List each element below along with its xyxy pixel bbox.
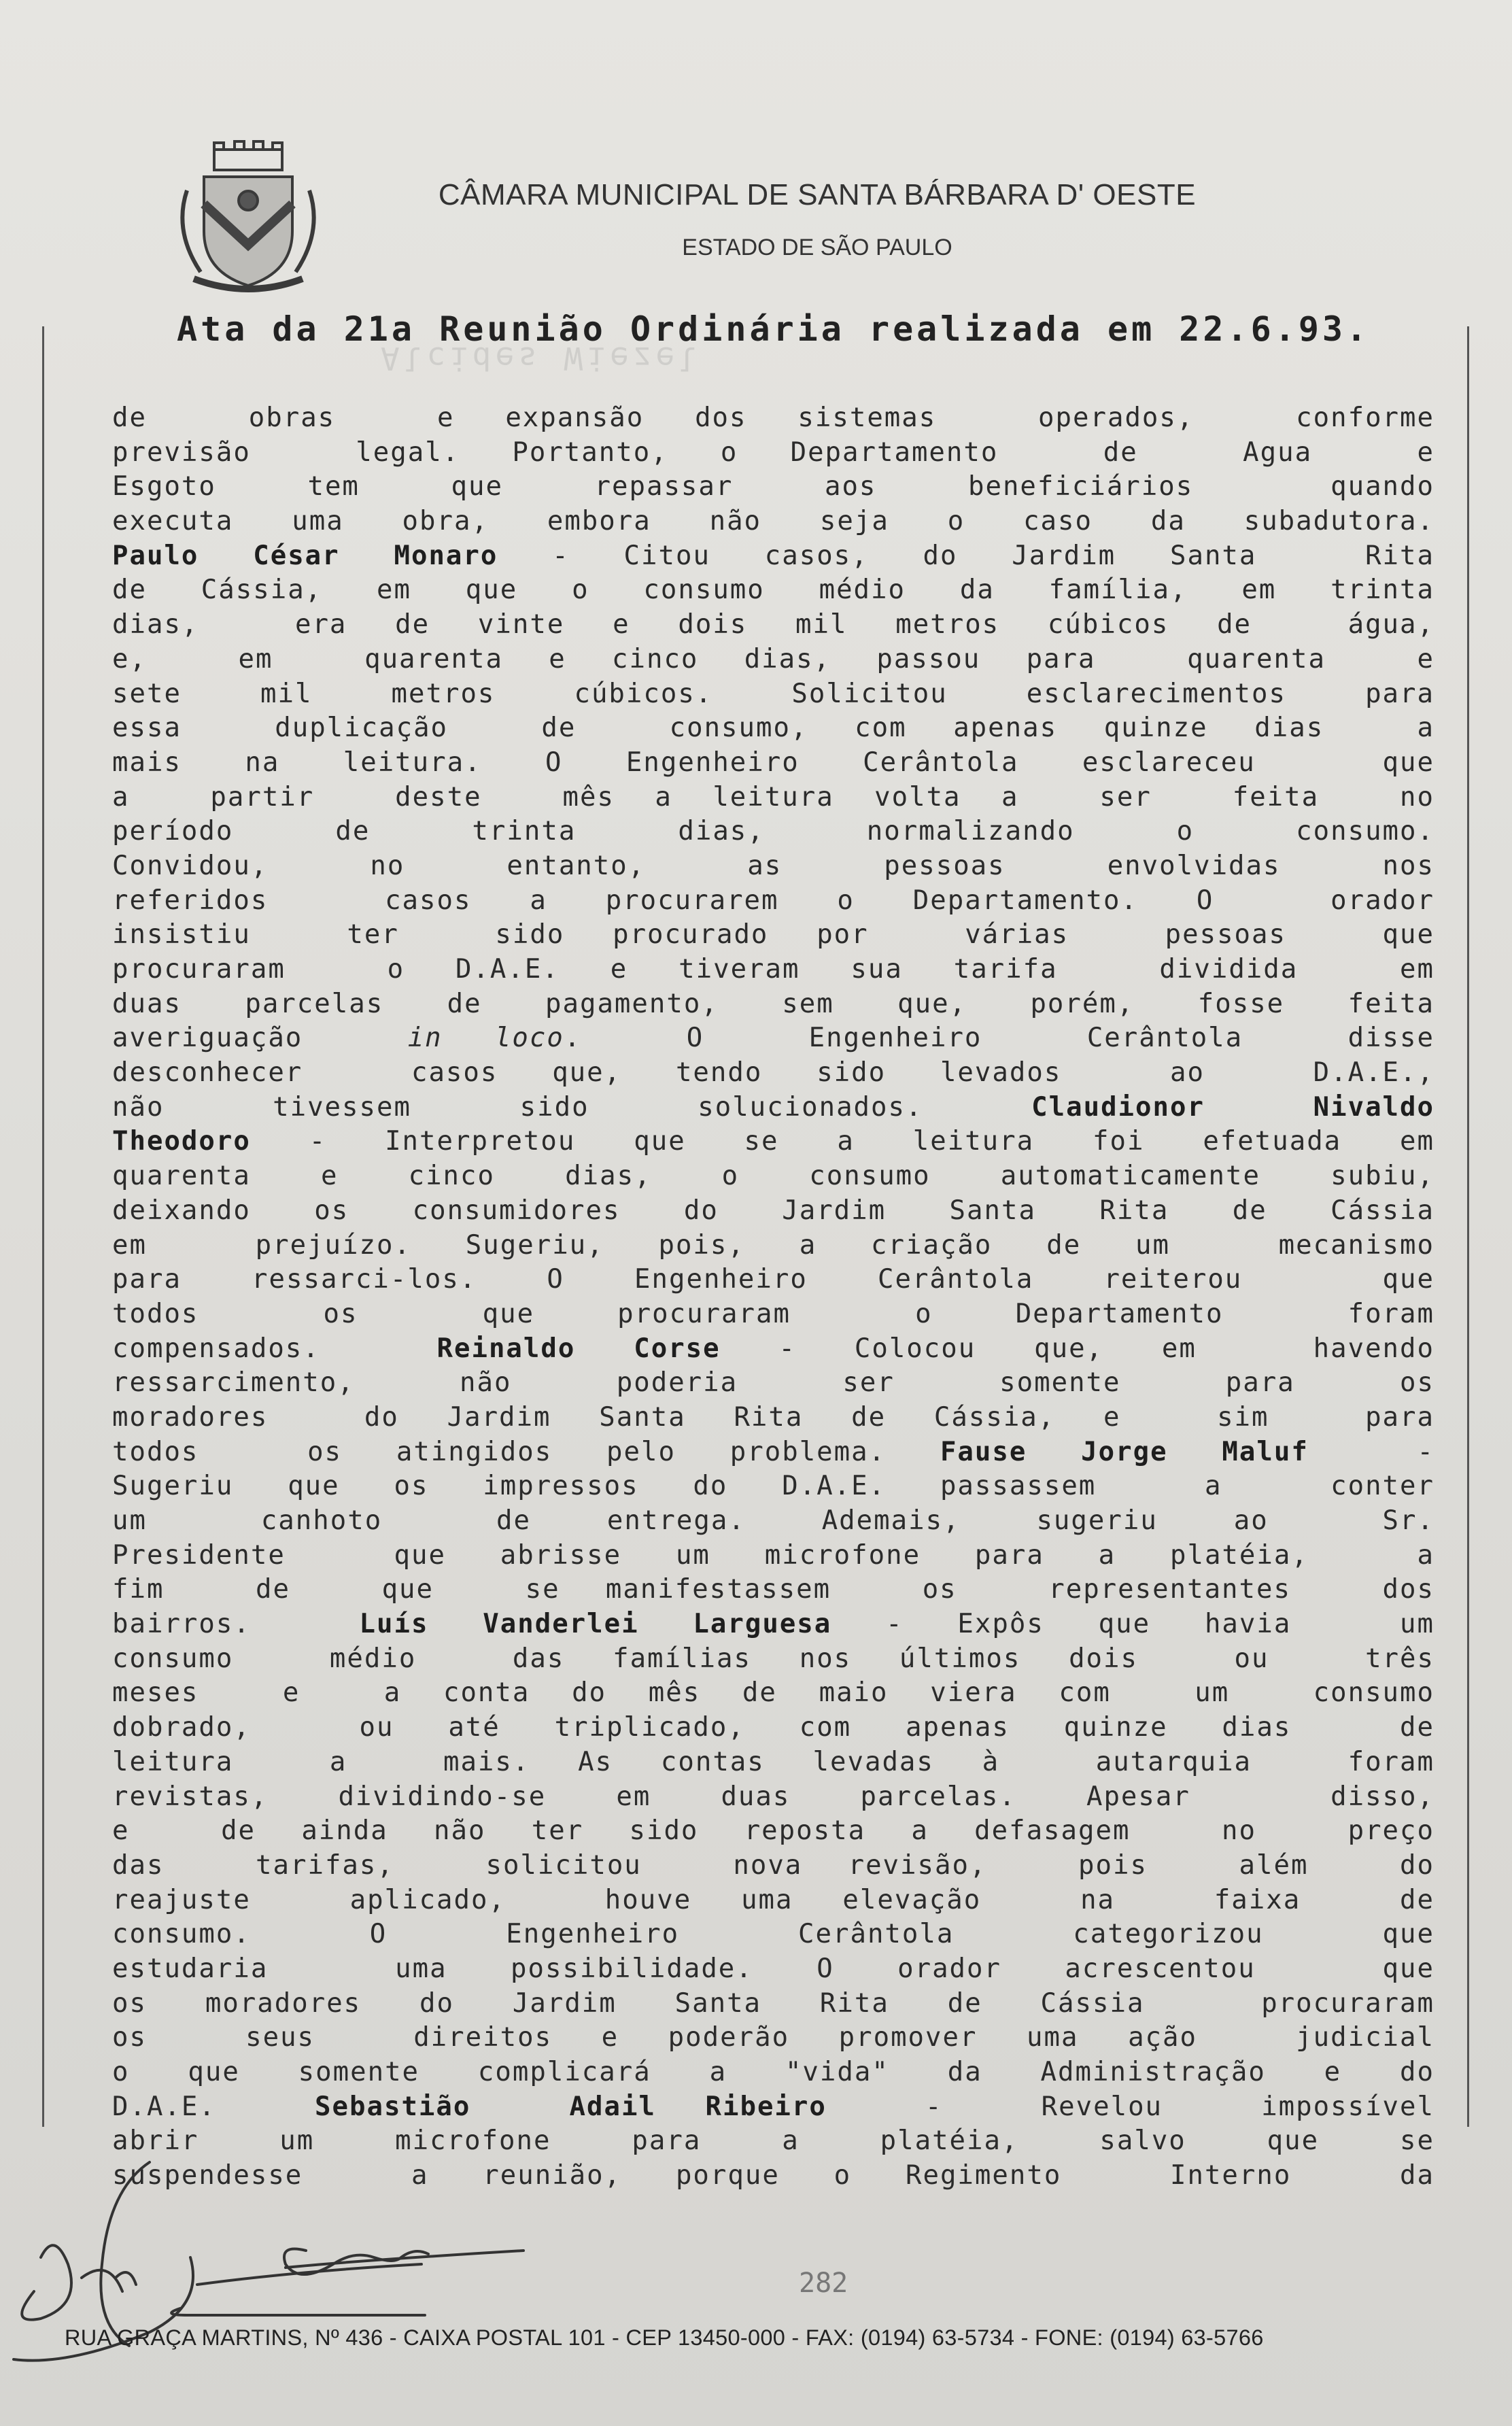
text-segment: suspendesse a reunião, porque o Regimento Interno da bbox=[112, 2160, 1434, 2191]
text-segment: dobrado, ou até triplicado, com apenas quinze dias de bbox=[112, 1712, 1434, 1743]
text-segment: moradores do Jardim Santa Rita de Cássia, e sim para bbox=[112, 1401, 1434, 1433]
text-segment: das tarifas, solicitou nova revisão, pois além do bbox=[112, 1849, 1434, 1881]
text-line bbox=[112, 1849, 1434, 1883]
text-segment: executa uma obra, embora não seja o caso da subadutora. bbox=[112, 506, 1434, 537]
text-line bbox=[112, 1263, 1434, 1297]
text-segment: procuraram o D.A.E. e tiveram sua tarifa dividida em bbox=[112, 954, 1434, 985]
speaker-name: Luís Vanderlei Larguesa bbox=[359, 1609, 832, 1640]
speaker-name: Paulo César Monaro bbox=[112, 540, 498, 571]
minutes-body bbox=[112, 401, 1434, 2193]
text-segment: . O Engenheiro Cerântola disse bbox=[564, 1023, 1434, 1054]
text-segment: - bbox=[1308, 1436, 1434, 1467]
text-segment: os seus direitos e poderão promover uma ação judicial bbox=[112, 2022, 1434, 2053]
speaker-name: Fause Jorge Maluf bbox=[940, 1436, 1309, 1467]
text-segment: mais na leitura. O Engenheiro Cerântola esclareceu que bbox=[112, 747, 1434, 778]
text-segment: período de trinta dias, normalizando o consumo. bbox=[112, 816, 1434, 847]
text-line bbox=[112, 1021, 1434, 1056]
text-segment: in loco bbox=[407, 1023, 564, 1054]
text-segment: meses e a conta do mês de maio viera com um consumo bbox=[112, 1677, 1434, 1709]
text-segment: a partir deste mês a leitura volta a ser feita no bbox=[112, 781, 1434, 813]
text-segment: todos os atingidos pelo problema. bbox=[112, 1436, 940, 1467]
bleed-through-text: Alcides Wiezel bbox=[381, 340, 702, 377]
speaker-name: Reinaldo Corse bbox=[436, 1333, 721, 1364]
text-line bbox=[112, 436, 1434, 471]
handwritten-signatures bbox=[0, 2074, 680, 2400]
text-line bbox=[112, 1883, 1434, 1918]
text-segment: e, em quarenta e cinco dias, passou para quarenta e bbox=[112, 643, 1434, 674]
text-segment: Sugeriu que os impressos do D.A.E. passassem a conter bbox=[112, 1471, 1434, 1502]
text-line bbox=[112, 884, 1434, 919]
text-segment: previsão legal. Portanto, o Departamento de Agua e bbox=[112, 437, 1434, 468]
text-line bbox=[112, 1780, 1434, 1815]
text-line bbox=[112, 1297, 1434, 1332]
text-segment: em prejuízo. Sugeriu, pois, a criação de um mecanismo bbox=[112, 1229, 1434, 1261]
speaker-name: Sebastião Adail Ribeiro bbox=[315, 2091, 827, 2122]
text-line bbox=[112, 539, 1434, 574]
text-segment: deixando os consumidores do Jardim Santa Rita de Cássia bbox=[112, 1195, 1434, 1226]
text-segment: Presidente que abrisse um microfone para a platéia, a bbox=[112, 1539, 1434, 1571]
text-segment: - Colocou que, em havendo bbox=[720, 1333, 1434, 1364]
text-line bbox=[112, 1091, 1434, 1125]
speaker-name: Theodoro bbox=[112, 1126, 251, 1157]
text-segment: leitura a mais. As contas levadas à autarquia foram bbox=[112, 1746, 1434, 1777]
text-line bbox=[112, 1711, 1434, 1745]
footer-address: RUA GRAÇA MARTINS, Nº 436 - CAIXA POSTAL 101 - CEP 13450-000 - FAX: (0194) 63-5734 - FONE: (0194) 63-5766 bbox=[65, 2325, 1264, 2350]
text-segment: bairros. bbox=[112, 1609, 360, 1640]
text-line bbox=[112, 1159, 1434, 1194]
text-segment: Convidou, no entanto, as pessoas envolvidas nos bbox=[112, 850, 1434, 881]
text-segment: fim de que se manifestassem os representantes dos bbox=[112, 1574, 1434, 1605]
text-line bbox=[112, 1987, 1434, 2021]
text-segment: sete mil metros cúbicos. Solicitou esclarecimentos para bbox=[112, 678, 1434, 709]
text-line bbox=[112, 1642, 1434, 1677]
text-line bbox=[112, 1745, 1434, 1780]
municipal-coat-of-arms-icon bbox=[167, 136, 330, 299]
text-segment: D.A.E. bbox=[112, 2091, 315, 2122]
text-line bbox=[112, 711, 1434, 746]
text-line bbox=[112, 987, 1434, 1022]
text-segment: essa duplicação de consumo, com apenas quinze dias a bbox=[112, 713, 1434, 744]
text-segment: abrir um microfone para a platéia, salvo que se bbox=[112, 2125, 1434, 2157]
text-segment: compensados. bbox=[112, 1333, 437, 1364]
text-line bbox=[112, 677, 1434, 712]
text-line bbox=[112, 1401, 1434, 1435]
text-line bbox=[112, 2021, 1434, 2055]
text-line bbox=[112, 746, 1434, 781]
text-line bbox=[112, 1469, 1434, 1504]
text-line bbox=[112, 1573, 1434, 1607]
text-segment: revistas, dividindo-se em duas parcelas. Apesar disso, bbox=[112, 1781, 1434, 1812]
text-segment: referidos casos a procurarem o Departamento. O orador bbox=[112, 885, 1434, 916]
text-line bbox=[112, 1125, 1434, 1159]
page-number: 282 bbox=[799, 2268, 848, 2299]
text-segment: desconhecer casos que, tendo sido levados ao D.A.E., bbox=[112, 1057, 1434, 1089]
text-segment: - Revelou impossível bbox=[826, 2091, 1434, 2122]
text-line bbox=[112, 1952, 1434, 1987]
text-segment: o que somente complicará a "vida" da Administração e do bbox=[112, 2057, 1434, 2087]
text-line bbox=[112, 1607, 1434, 1642]
text-segment: não tivessem sido solucionados. bbox=[112, 1091, 1032, 1123]
text-segment: para ressarci-los. O Engenheiro Cerântola reiterou que bbox=[112, 1264, 1434, 1295]
text-line bbox=[112, 1917, 1434, 1952]
text-segment: todos os que procuraram o Departamento foram bbox=[112, 1298, 1434, 1329]
text-segment: de obras e expansão dos sistemas operados, conforme bbox=[112, 403, 1434, 433]
text-line bbox=[112, 1814, 1434, 1849]
text-segment: de Cássia, em que o consumo médio da família, em trinta bbox=[112, 575, 1434, 606]
text-line bbox=[112, 1539, 1434, 1573]
text-line bbox=[112, 1366, 1434, 1401]
text-segment: duas parcelas de pagamento, sem que, porém, fosse feita bbox=[112, 988, 1434, 1019]
text-line bbox=[112, 608, 1434, 643]
minutes-title: Ata da 21a Reunião Ordinária realizada em 22.6.93. bbox=[177, 309, 1371, 349]
text-line bbox=[112, 1194, 1434, 1229]
text-line bbox=[112, 643, 1434, 677]
text-segment: consumo. O Engenheiro Cerântola categorizou que bbox=[112, 1919, 1434, 1950]
text-line bbox=[112, 573, 1434, 608]
text-line bbox=[112, 1676, 1434, 1711]
text-line bbox=[112, 849, 1434, 884]
text-segment: reajuste aplicado, houve uma elevação na faixa de bbox=[112, 1884, 1434, 1915]
state-name: ESTADO DE SÃO PAULO bbox=[682, 235, 952, 260]
text-line bbox=[112, 1435, 1434, 1470]
text-line bbox=[112, 401, 1434, 436]
text-segment: os moradores do Jardim Santa Rita de Cássia procuraram bbox=[112, 1987, 1434, 2019]
speaker-name: Claudionor Nivaldo bbox=[1031, 1091, 1434, 1123]
text-line bbox=[112, 1056, 1434, 1091]
text-line bbox=[112, 1229, 1434, 1263]
text-line bbox=[112, 815, 1434, 849]
text-segment: - Interpretou que se a leitura foi efetuada em bbox=[250, 1126, 1434, 1157]
text-segment: dias, era de vinte e dois mil metros cúbicos de água, bbox=[112, 609, 1434, 640]
text-line bbox=[112, 918, 1434, 953]
text-segment: quarenta e cinco dias, o consumo automaticamente subiu, bbox=[112, 1161, 1434, 1192]
institution-name: CÂMARA MUNICIPAL DE SANTA BÁRBARA D' OESTE bbox=[438, 178, 1197, 211]
text-segment: estudaria uma possibilidade. O orador acrescentou que bbox=[112, 1953, 1434, 1984]
text-segment: e de ainda não ter sido reposta a defasagem no preço bbox=[112, 1815, 1434, 1847]
text-segment: insistiu ter sido procurado por várias pessoas que bbox=[112, 919, 1434, 951]
text-segment: um canhoto de entrega. Ademais, sugeriu ao Sr. bbox=[112, 1505, 1434, 1536]
text-line bbox=[112, 470, 1434, 505]
text-segment: Esgoto tem que repassar aos beneficiários quando bbox=[112, 471, 1434, 502]
text-line bbox=[112, 953, 1434, 987]
text-segment: ressarcimento, não poderia ser somente para os bbox=[112, 1367, 1434, 1399]
right-margin-line bbox=[1467, 326, 1469, 2127]
left-margin-line bbox=[42, 326, 44, 2127]
text-line bbox=[112, 505, 1434, 539]
text-line bbox=[112, 1332, 1434, 1367]
text-line bbox=[112, 781, 1434, 815]
text-segment: averiguação bbox=[112, 1023, 408, 1054]
text-segment: - Citou casos, do Jardim Santa Rita bbox=[498, 540, 1434, 571]
text-segment: - Expôs que havia um bbox=[831, 1609, 1434, 1640]
text-segment: consumo médio das famílias nos últimos dois ou três bbox=[112, 1643, 1434, 1674]
text-line bbox=[112, 1504, 1434, 1539]
